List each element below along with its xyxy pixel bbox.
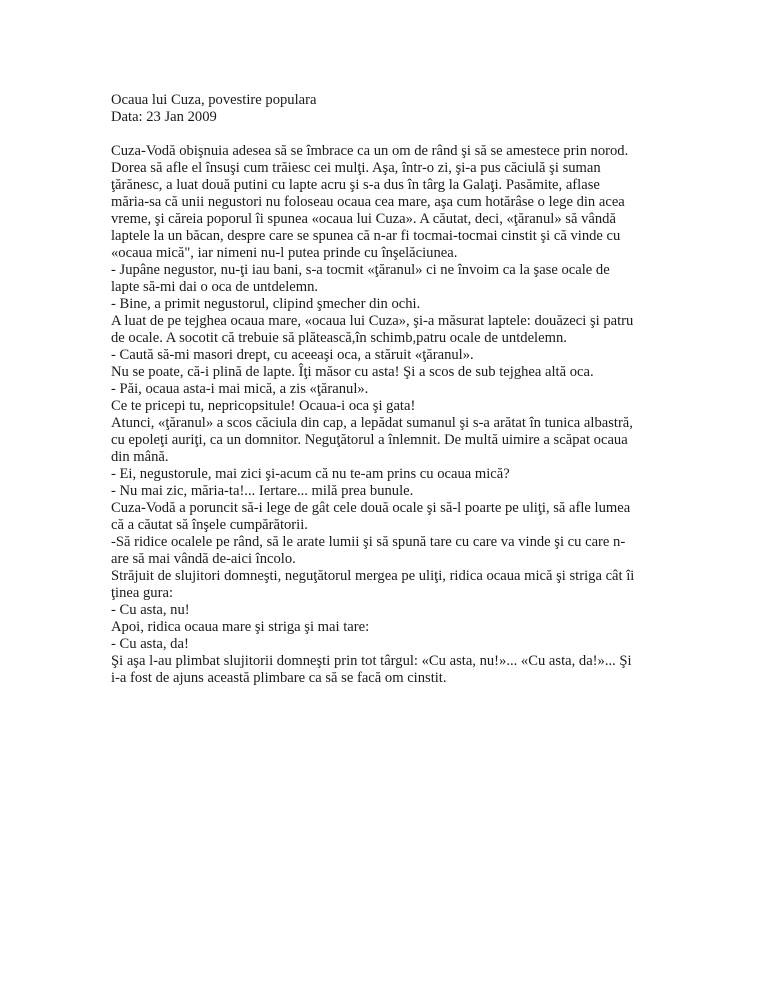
text-line: Cuza-Vodă obişnuia adesea să se îmbrace ca un om de rând şi să se amestece prin norod. <box>111 143 629 159</box>
text-line: «ocaua mică", iar nimeni nu-l putea prinde cu înşelăciunea. <box>111 245 458 261</box>
text-line: ţărănesc, a luat două putini cu lapte acru şi s-a dus în târg la Galaţi. Pasămite, aflase <box>111 177 600 193</box>
text-line: - Jupâne negustor, nu-ţi iau bani, s-a tocmit «ţăranul» ci ne învoim ca la şase ocale de <box>111 262 610 278</box>
text-line: are să mai vândă de-aici încolo. <box>111 551 296 567</box>
text-line: A luat de pe tejghea ocaua mare, «ocaua lui Cuza», şi-a măsurat laptele: douăzeci şi patru <box>111 313 634 329</box>
text-line: - Ei, negustorule, mai zici şi-acum că nu te-am prins cu ocaua mică? <box>111 466 510 482</box>
text-line: Cuza-Vodă a poruncit să-i lege de gât cele două ocale şi să-l poarte pe uliţi, să afle lumea <box>111 500 631 516</box>
document-date: Data: 23 Jan 2009 <box>111 109 217 125</box>
text-line: Şi aşa l-au plimbat slujitorii domneşti prin tot târgul: «Cu asta, nu!»... «Cu asta, da!»... Şi <box>111 653 632 669</box>
text-line: Ce te pricepi tu, nepricopsitule! Ocaua-i oca şi gata! <box>111 398 416 414</box>
text-line: că a căutat să înşele cumpărătorii. <box>111 517 308 533</box>
text-line: Dorea să afle el însuşi cum trăiesc cei mulţi. Aşa, într-o zi, şi-a pus căciulă şi suman <box>111 160 601 176</box>
text-line: Apoi, ridica ocaua mare şi striga şi mai tare: <box>111 619 370 635</box>
text-line: laptele la un băcan, despre care se spunea că n-ar fi tocmai-tocmai cinstit şi că vinde cu <box>111 228 621 244</box>
text-line: i-a fost de ajuns această plimbare ca să se facă om cinstit. <box>111 670 447 686</box>
text-line: lapte să-mi dai o oca de untdelemn. <box>111 279 319 295</box>
text-line: din mână. <box>111 449 169 465</box>
text-line: - Caută să-mi masori drept, cu aceeaşi oca, a stăruit «ţăranul». <box>111 347 474 363</box>
text-line: măria-sa că unii negustori nu foloseau ocaua cea mare, aşa cum hotărâse o lege din acea <box>111 194 625 210</box>
story-text <box>111 143 659 687</box>
document-body <box>111 92 659 687</box>
text-line: - Nu mai zic, măria-ta!... Iertare... milă prea bunule. <box>111 483 414 499</box>
text-line: Străjuit de slujitori domneşti, neguţătorul mergea pe uliţi, ridica ocaua mică şi striga cât îi <box>111 568 635 584</box>
text-line: Atunci, «ţăranul» a scos căciula din cap, a lepădat sumanul şi s-a arătat în tunica albastră, <box>111 415 633 431</box>
text-line: - Păi, ocaua asta-i mai mică, a zis «ţăranul». <box>111 381 369 397</box>
text-line: -Să ridice ocalele pe rând, să le arate lumii şi să spună tare cu care va vinde şi cu care n- <box>111 534 626 550</box>
text-line: - Cu asta, da! <box>111 636 189 652</box>
text-line: cu epoleţi auriţi, ca un domnitor. Neguţătorul a înlemnit. De multă uimire a scăpat ocaua <box>111 432 628 448</box>
text-line: - Cu asta, nu! <box>111 602 190 618</box>
text-line: ţinea gura: <box>111 585 173 601</box>
text-line: Nu se poate, că-i plină de lapte. Îţi măsor cu asta! Şi a scos de sub tejghea altă oca. <box>111 364 594 380</box>
document-title: Ocaua lui Cuza, povestire populara <box>111 92 317 108</box>
text-line: vreme, şi căreia poporul îi spunea «ocaua lui Cuza». A căutat, deci, «ţăranul» să vândă <box>111 211 616 227</box>
header-spacer <box>111 126 659 143</box>
text-line: de ocale. A socotit că trebuie să plătească,în schimb,patru ocale de untdelemn. <box>111 330 567 346</box>
text-line: - Bine, a primit negustorul, clipind şmecher din ochi. <box>111 296 421 312</box>
